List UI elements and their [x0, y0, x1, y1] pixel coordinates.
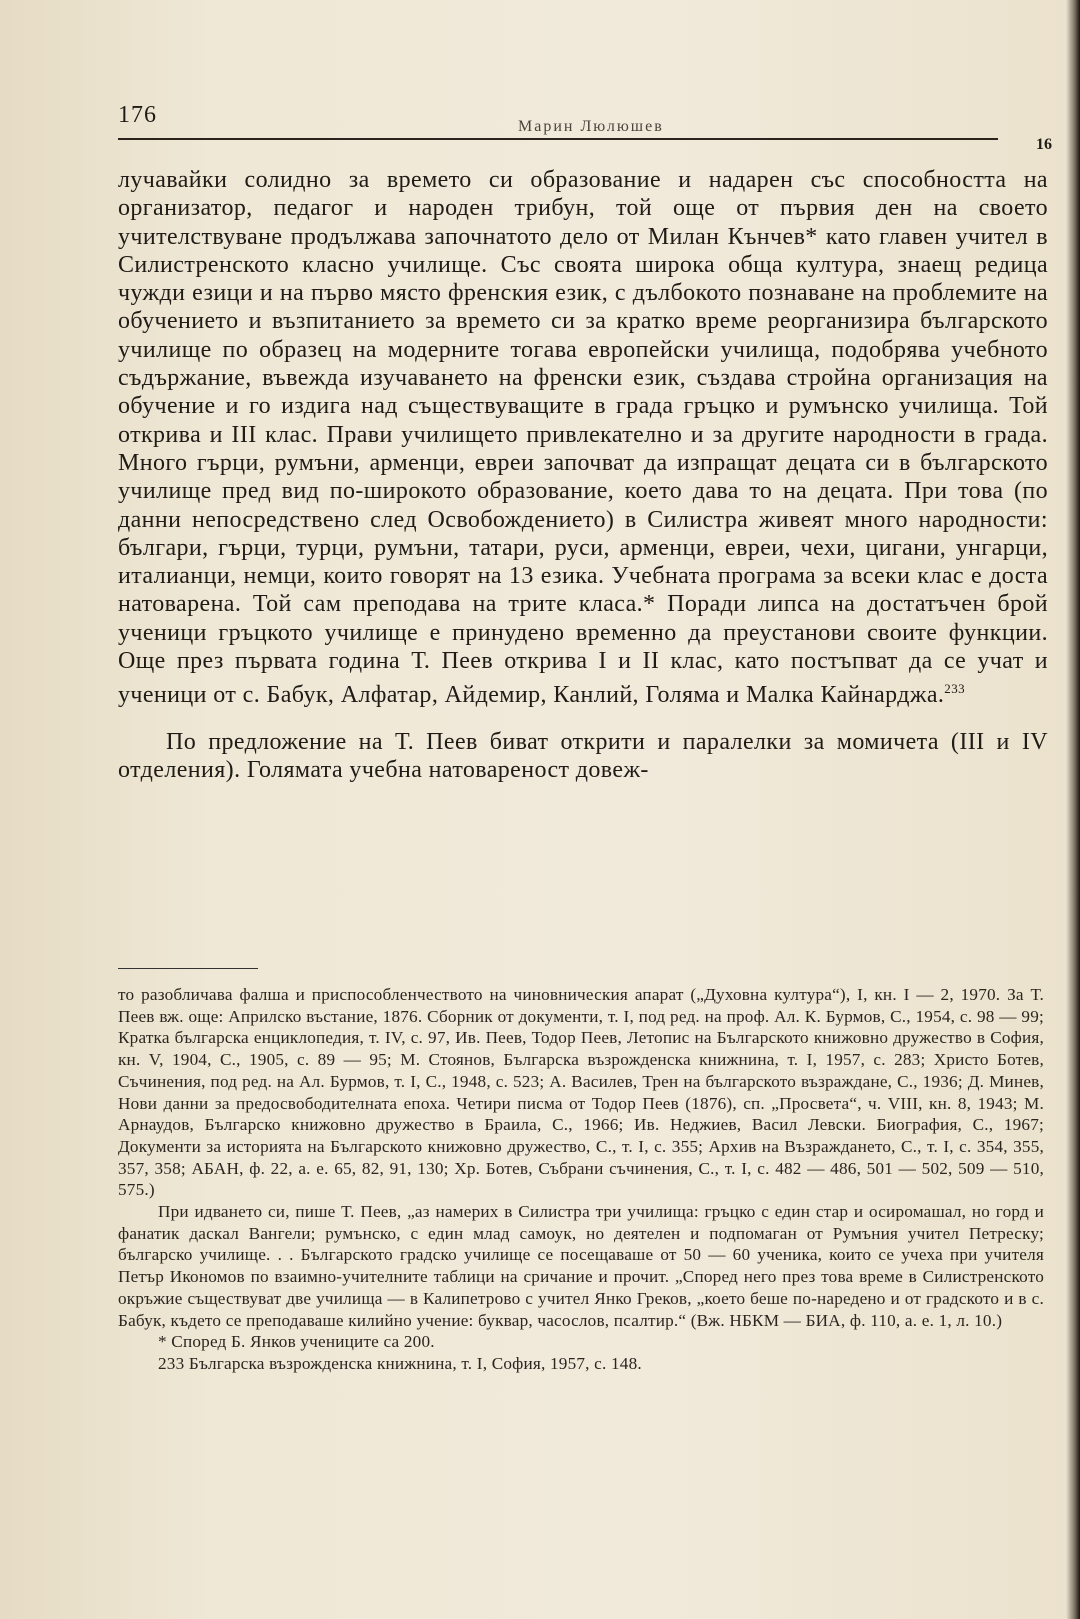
page-number: 176 — [118, 102, 157, 128]
header-rule — [118, 138, 998, 140]
paragraph-1 — [118, 166, 1048, 710]
paragraph-2: По предложение на Т. Пеев биват открити и паралелки за момичета (III и IV отделения). Голямата учебна натовареност довеж- — [118, 728, 1048, 783]
footnote-rule — [118, 968, 258, 969]
running-head: Марин Люлюшев — [518, 118, 664, 135]
footnotes — [118, 984, 1044, 1375]
footnote-ref-233: 233 — [944, 681, 965, 697]
footnote-4: 233 Българска възрожденска книжнина, т. I, София, 1957, с. 148. — [158, 1353, 642, 1373]
binding-edge-shadow — [1066, 0, 1080, 1619]
footnote-1: то разобличава фалша и приспособленчеството на чиновническия апарат („Духовна култура“), I, кн. I — 2, 1970. За Т. Пеев вж. още: Априлско въстание, 1876. Сборник от документи, т. I, под ред. на проф. Ал. К. Бурмов, С., 1954, с. 98 — 99; Кратка българска енциклопедия, т. IV, с. 97, Ив. Пеев, Тодор Пеев, Летопис на Българското книжовно дружество в София, кн. V, 1904, С., 1905, с. 89 — 95; М. Стоянов, Българска възрожденска книжнина, т. I, 1957, с. 283; Христо Ботев, Съчинения, под ред. на Ал. Бурмов, т. I, С., 1948, с. 523; А. Василев, Трен на българското възраждане, С., 1936; Д. Минев, Нови данни за предосвободителната епоха. Четири писма от Тодор Пеев (1876), сп. „Просвета“, ч. VIII, кн. 8, 1943; М. Арнаудов, Българско книжовно дружество в Браила, С., 1966; Ив. Неджиев, Васил Левски. Биография, С., 1967; Документи за историята на Българското книжовно дружество, С., т. I, с. 355; Архив на Възраждането, С., т. I, с. 354, 355, 357, 358; АБАН, ф. 22, а. е. 65, 82, 91, 130; Хр. Ботев, Събрани съчинения, С., т. I, с. 482 — 486, 501 — 502, 509 — 510, 575.) — [118, 985, 1044, 1200]
side-page-mark: 16 — [1036, 136, 1052, 153]
footnote-2: При идването си, пише Т. Пеев, „аз намерих в Силистра три училища: гръцко с един стар и осиромашал, но горд и фанатик даскал Вангели; румънско, с един млад самоук, но деятелен и подпомаган от Румъния учител Петреску; българско училище. . . Българското градско училище се посещаваше от 50 — 60 ученика, които се учеха при учителя Петър Икономов по взаимно-учителните таблици на сричание и прочит. „Според него през това време в Силистренското окръжие съществуват две училища — в Калипетрово с учител Янко Греков, „което беше по-наредено и от градското и в с. Бабук, където се преподаваше килийно учение: буквар, часослов, псалтир.“ (Вж. НБКМ — БИА, ф. 110, а. е. 1, л. 10.) — [118, 1202, 1044, 1330]
footnote-3: * Според Б. Янков учениците са 200. — [158, 1332, 435, 1352]
paragraph-1-text: лучавайки солидно за времето си образование и надарен със способността на организатор, педагог и народен трибун, той още от първия ден на своето учителствуване продължава започнатото дело от Милан Кънчев* като главен учител в Силистренското класно училище. Със своята широка обща култура, знаещ редица чужди езици и на първо място френския език, с дълбокото познаване на проблемите на обучението и възпитанието за времето си за кратко време реорганизира българското училище по образец на модерните тогава европейски училища, подобрява учебното съдържание, въвежда изучаването на френски език, създава стройна организация на обучение и го издига над съществуващите в града гръцко и румънско училища. Той открива и III клас. Прави училището привлекателно и за другите народности в града. Много гърци, румъни, арменци, евреи започват да изпращат децата си в българското училище пред вид по-широкото образование, което дава то на децата. При това (по данни непосредствено след Освобождението) в Силистра живеят много народности: българи, гърци, турци, румъни, татари, руси, арменци, евреи, чехи, цигани, унгарци, италианци, немци, които говорят на 13 езика. Учебната програма за всеки клас е доста натоварена. Той сам преподава на трите класа.* Поради липса на достатъчен брой ученици гръцкото училище е принудено временно да преустанови своите функции. Още през първата година Т. Пеев открива I и II клас, като постъпват да се учат и ученици от с. Бабук, Алфатар, Айдемир, Канлий, Голяма и Малка Кайнарджа. — [118, 167, 1048, 709]
main-text — [118, 166, 1048, 784]
page-header — [118, 96, 1058, 153]
